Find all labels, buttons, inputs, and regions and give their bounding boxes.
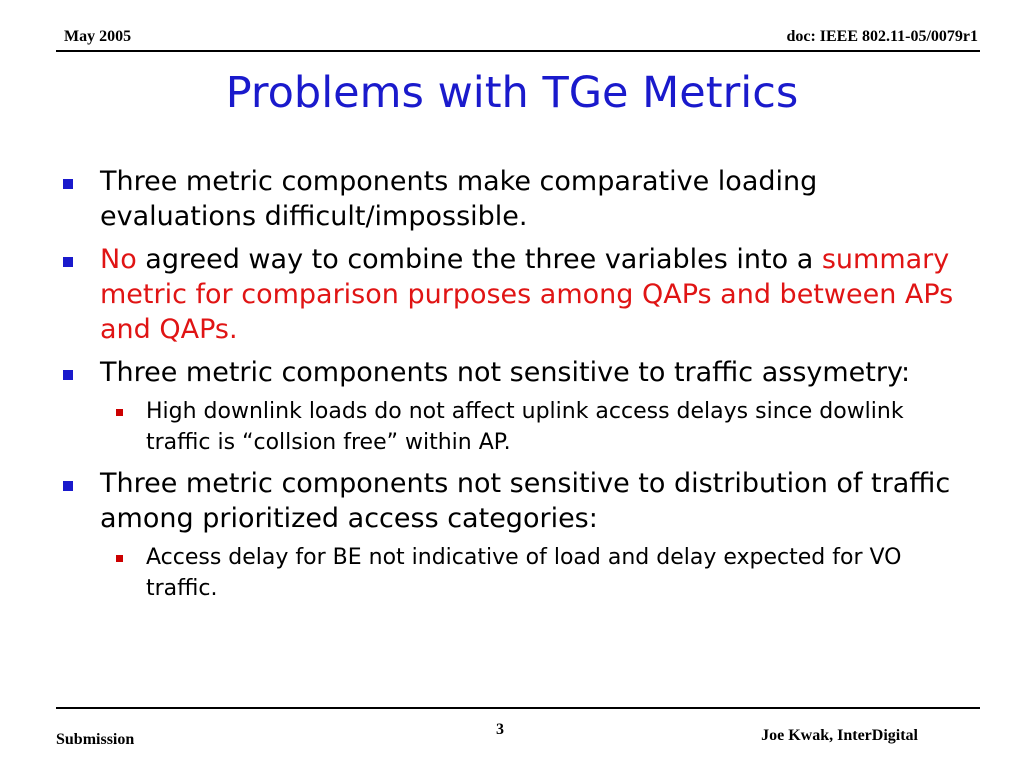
- bullet-text: Three metric components make comparative loading evaluations difficult/impossible.: [100, 166, 818, 232]
- bullet-text: Three metric components not sensitive to traffic assymetry:: [100, 357, 911, 388]
- square-bullet-icon: [63, 257, 73, 267]
- sub-bullet-text: High downlink loads do not affect uplink access delays since dowlink traffic is “collsion free” within AP.: [146, 399, 904, 455]
- sub-bullet-item: [100, 542, 960, 604]
- square-sub-bullet-icon: [116, 409, 123, 416]
- bullet-text: Three metric components not sensitive to distribution of traffic among prioritized access categories:: [100, 468, 951, 534]
- footer-submission: Submission: [56, 731, 135, 748]
- square-sub-bullet-icon: [116, 555, 123, 562]
- page-number: 3: [496, 721, 504, 738]
- sub-bullet-item: [100, 396, 960, 458]
- square-bullet-icon: [63, 370, 73, 380]
- header-doc-id: doc: IEEE 802.11-05/0079r1: [786, 28, 978, 45]
- sub-bullet-list: [100, 396, 960, 458]
- slide-title: Problems with TGe Metrics: [225, 68, 799, 118]
- bullet-item: [60, 164, 960, 234]
- bullet-item: [60, 355, 960, 458]
- bullet-text: agreed way to combine the three variables into a: [136, 244, 822, 275]
- bullet-emphasis: No: [100, 244, 137, 275]
- footer-rule: [56, 707, 980, 709]
- bullet-list: [60, 164, 960, 612]
- footer-author: Joe Kwak, InterDigital: [761, 727, 918, 744]
- square-bullet-icon: [63, 179, 73, 189]
- bullet-item: [60, 466, 960, 604]
- square-bullet-icon: [63, 481, 73, 491]
- bullet-emphasis: summary metric for comparison purposes among QAPs and between APs and QAPs.: [100, 244, 954, 345]
- header-rule: [56, 50, 980, 52]
- sub-bullet-text: Access delay for BE not indicative of load and delay expected for VO traffic.: [146, 545, 902, 601]
- bullet-item: [60, 242, 960, 347]
- header-date: May 2005: [64, 28, 132, 45]
- sub-bullet-list: [100, 542, 960, 604]
